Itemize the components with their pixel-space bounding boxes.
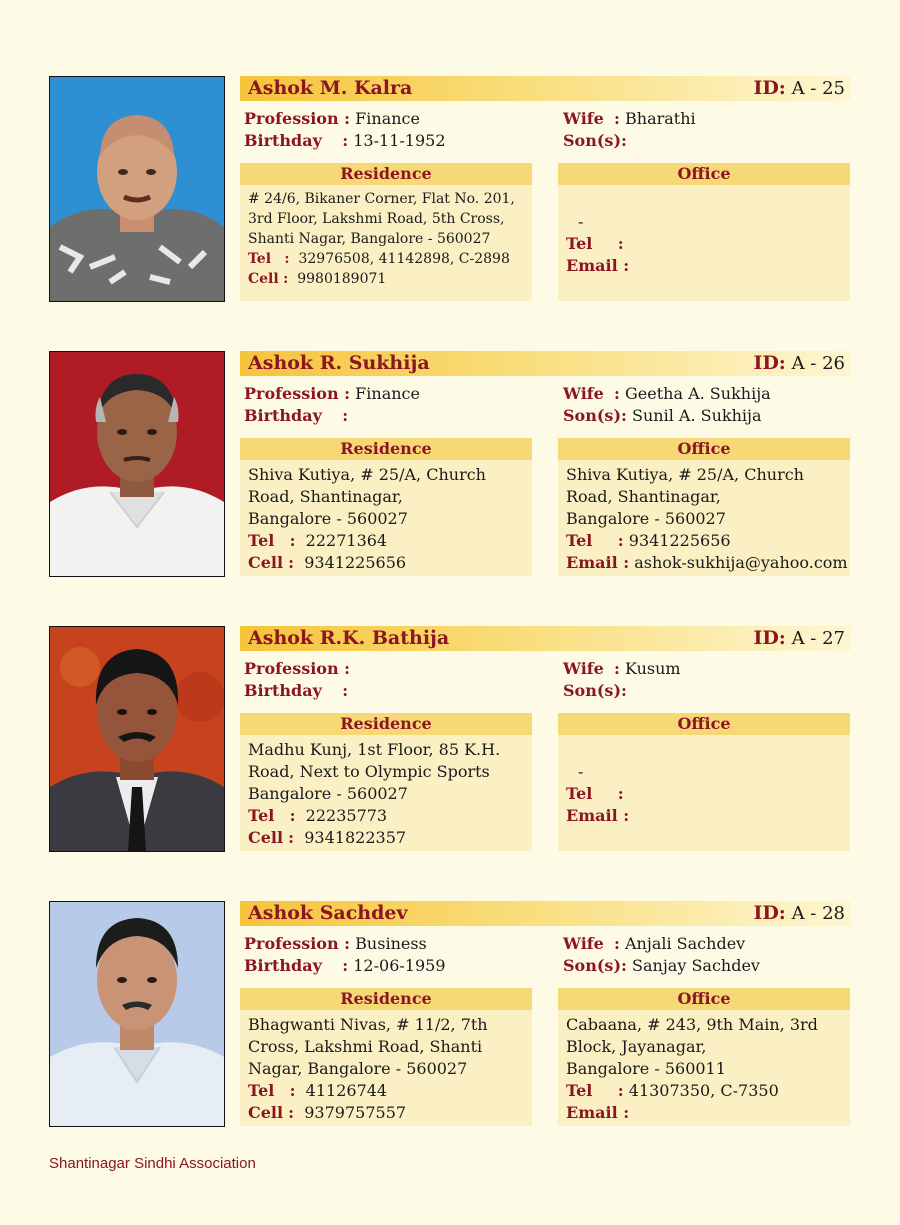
residence-address-line: Bhagwanti Nivas, # 11/2, 7th	[248, 1015, 488, 1034]
residence-cell: Cell : 9379757557	[248, 1103, 407, 1122]
residence-tel: Tel : 32976508, 41142898, C-2898	[248, 251, 510, 267]
profession: Profession : Finance	[244, 109, 420, 128]
residence-address-line: Shanti Nagar, Bangalore - 560027	[248, 231, 491, 247]
wife: Wife : Kusum	[563, 659, 681, 678]
residence-header: Residence	[240, 713, 532, 735]
office-tel: Tel : 9341225656	[566, 531, 731, 550]
office-address-line: Road, Shantinagar,	[566, 487, 721, 506]
office-tel: Tel : 41307350, C-7350	[566, 1081, 779, 1100]
wife: Wife : Geetha A. Sukhija	[563, 384, 771, 403]
residence-address-line: Cross, Lakshmi Road, Shanti	[248, 1037, 483, 1056]
residence-address-line: Bangalore - 560027	[248, 784, 408, 803]
office-address-line: Bangalore - 560011	[566, 1059, 726, 1078]
office-tel: Tel :	[566, 234, 624, 253]
office-header: Office	[558, 713, 850, 735]
office-email: Email :	[566, 1103, 630, 1122]
member-photo	[49, 76, 225, 302]
office-header: Office	[558, 438, 850, 460]
residence-box	[240, 163, 532, 301]
residence-address-line: Bangalore - 560027	[248, 509, 408, 528]
profession: Profession :	[244, 659, 351, 678]
office-email: Email :	[566, 806, 630, 825]
member-card	[49, 351, 851, 579]
residence-tel: Tel : 22271364	[248, 531, 388, 550]
name-bar	[240, 901, 851, 926]
member-card	[49, 76, 851, 304]
sons: Son(s):	[563, 681, 627, 700]
office-address-line: Bangalore - 560027	[566, 509, 726, 528]
residence-cell: Cell : 9341225656	[248, 553, 407, 572]
member-name: Ashok R.K. Bathija	[248, 627, 450, 649]
office-address-line: Shiva Kutiya, # 25/A, Church	[566, 465, 804, 484]
office-box	[558, 713, 850, 851]
residence-address-line: # 24/6, Bikaner Corner, Flat No. 201,	[248, 191, 515, 207]
residence-address-line: Shiva Kutiya, # 25/A, Church	[248, 465, 486, 484]
residence-box	[240, 713, 532, 851]
birthday: Birthday : 12-06-1959	[244, 956, 446, 975]
name-bar	[240, 351, 851, 376]
member-id: ID: A - 26	[753, 352, 845, 374]
name-bar	[240, 626, 851, 651]
sons: Son(s):	[563, 131, 627, 150]
office-header: Office	[558, 163, 850, 185]
office-address-line: -	[578, 212, 584, 231]
office-address-line: Block, Jayanagar,	[566, 1037, 707, 1056]
residence-address-line: Road, Next to Olympic Sports	[248, 762, 490, 781]
office-header: Office	[558, 988, 850, 1010]
member-name: Ashok R. Sukhija	[248, 352, 430, 374]
footer-association-name: Shantinagar Sindhi Association	[49, 1155, 256, 1172]
office-box	[558, 163, 850, 301]
name-bar	[240, 76, 851, 101]
birthday: Birthday : 13-11-1952	[244, 131, 446, 150]
residence-box	[240, 438, 532, 576]
office-email: Email : ashok-sukhija@yahoo.com	[566, 553, 848, 572]
residence-cell: Cell : 9980189071	[248, 271, 387, 287]
member-photo	[49, 351, 225, 577]
member-photo	[49, 901, 225, 1127]
sons: Son(s): Sanjay Sachdev	[563, 956, 760, 975]
profession: Profession : Business	[244, 934, 427, 953]
member-id: ID: A - 27	[753, 627, 845, 649]
residence-box	[240, 988, 532, 1126]
member-card	[49, 626, 851, 854]
member-card	[49, 901, 851, 1129]
residence-header: Residence	[240, 438, 532, 460]
member-id: ID: A - 28	[753, 902, 845, 924]
wife: Wife : Anjali Sachdev	[563, 934, 746, 953]
residence-cell: Cell : 9341822357	[248, 828, 407, 847]
wife: Wife : Bharathi	[563, 109, 696, 128]
residence-tel: Tel : 41126744	[248, 1081, 388, 1100]
residence-address-line: Road, Shantinagar,	[248, 487, 403, 506]
office-box	[558, 438, 850, 576]
member-name: Ashok M. Kalra	[248, 77, 413, 99]
profession: Profession : Finance	[244, 384, 420, 403]
member-id: ID: A - 25	[753, 77, 845, 99]
office-address-line: -	[578, 762, 584, 781]
birthday: Birthday :	[244, 681, 349, 700]
member-photo	[49, 626, 225, 852]
member-name: Ashok Sachdev	[248, 902, 408, 924]
office-box	[558, 988, 850, 1126]
residence-header: Residence	[240, 988, 532, 1010]
residence-address-line: Nagar, Bangalore - 560027	[248, 1059, 468, 1078]
residence-header: Residence	[240, 163, 532, 185]
birthday: Birthday :	[244, 406, 349, 425]
residence-tel: Tel : 22235773	[248, 806, 388, 825]
residence-address-line: 3rd Floor, Lakshmi Road, 5th Cross,	[248, 211, 505, 227]
residence-address-line: Madhu Kunj, 1st Floor, 85 K.H.	[248, 740, 501, 759]
sons: Son(s): Sunil A. Sukhija	[563, 406, 762, 425]
office-address-line: Cabaana, # 243, 9th Main, 3rd	[566, 1015, 818, 1034]
office-tel: Tel :	[566, 784, 624, 803]
office-email: Email :	[566, 256, 630, 275]
